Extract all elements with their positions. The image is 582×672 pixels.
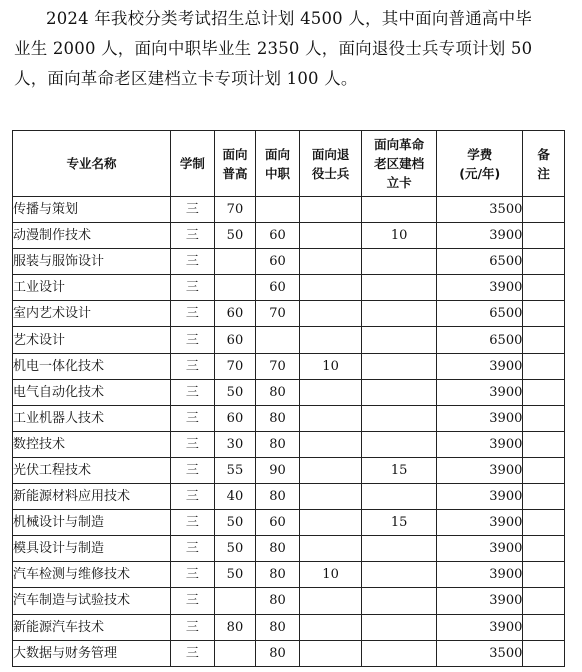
veteran-quota-cell bbox=[299, 457, 361, 483]
poverty-area-quota-cell bbox=[362, 562, 437, 588]
length-cell: 三 bbox=[171, 249, 215, 275]
general-quota-cell: 30 bbox=[214, 431, 256, 457]
vocational-quota-cell: 60 bbox=[256, 510, 300, 536]
general-quota-cell: 60 bbox=[214, 327, 256, 353]
table-body bbox=[13, 197, 565, 667]
fee-cell: 3900 bbox=[437, 379, 523, 405]
note-cell bbox=[523, 484, 565, 510]
major-name-cell: 机械设计与制造 bbox=[13, 510, 171, 536]
vocational-quota-cell: 80 bbox=[256, 484, 300, 510]
poverty-area-quota-cell bbox=[362, 379, 437, 405]
major-name-cell: 新能源汽车技术 bbox=[13, 614, 171, 640]
major-name-cell: 工业设计 bbox=[13, 275, 171, 301]
note-cell bbox=[523, 301, 565, 327]
major-name-cell: 大数据与财务管理 bbox=[13, 640, 171, 666]
general-quota-cell: 80 bbox=[214, 614, 256, 640]
note-cell bbox=[523, 249, 565, 275]
header-note: 备 注 bbox=[523, 131, 565, 197]
note-cell bbox=[523, 379, 565, 405]
major-name-cell: 光伏工程技术 bbox=[13, 457, 171, 483]
veteran-quota-cell bbox=[299, 405, 361, 431]
fee-cell: 3900 bbox=[437, 275, 523, 301]
header-veteran: 面向退 役士兵 bbox=[299, 131, 361, 197]
poverty-area-quota-cell bbox=[362, 327, 437, 353]
general-quota-cell: 50 bbox=[214, 562, 256, 588]
veteran-quota-cell bbox=[299, 223, 361, 249]
intro-line: 人，面向革命老区建档立卡专项计划 100 人。 bbox=[14, 69, 358, 88]
veteran-quota-cell bbox=[299, 614, 361, 640]
fee-cell: 3500 bbox=[437, 197, 523, 223]
note-cell bbox=[523, 197, 565, 223]
poverty-area-quota-cell: 15 bbox=[362, 457, 437, 483]
poverty-area-quota-cell bbox=[362, 275, 437, 301]
veteran-quota-cell bbox=[299, 536, 361, 562]
note-cell bbox=[523, 353, 565, 379]
major-name-cell: 室内艺术设计 bbox=[13, 301, 171, 327]
major-name-cell: 艺术设计 bbox=[13, 327, 171, 353]
veteran-quota-cell bbox=[299, 588, 361, 614]
major-name-cell: 传播与策划 bbox=[13, 197, 171, 223]
header-major-name: 专业名称 bbox=[13, 131, 171, 197]
table-row bbox=[13, 223, 565, 249]
poverty-area-quota-cell bbox=[362, 197, 437, 223]
vocational-quota-cell: 80 bbox=[256, 614, 300, 640]
header-general: 面向 普高 bbox=[214, 131, 256, 197]
note-cell bbox=[523, 275, 565, 301]
header-poverty-area: 面向革命 老区建档 立卡 bbox=[362, 131, 437, 197]
note-cell bbox=[523, 327, 565, 353]
veteran-quota-cell bbox=[299, 640, 361, 666]
veteran-quota-cell bbox=[299, 249, 361, 275]
poverty-area-quota-cell bbox=[362, 431, 437, 457]
header-fee: 学费 (元/年) bbox=[437, 131, 523, 197]
length-cell: 三 bbox=[171, 405, 215, 431]
fee-cell: 3500 bbox=[437, 640, 523, 666]
major-name-cell: 新能源材料应用技术 bbox=[13, 484, 171, 510]
header-vocational: 面向 中职 bbox=[256, 131, 300, 197]
note-cell bbox=[523, 640, 565, 666]
general-quota-cell: 40 bbox=[214, 484, 256, 510]
table-row bbox=[13, 405, 565, 431]
veteran-quota-cell bbox=[299, 510, 361, 536]
poverty-area-quota-cell bbox=[362, 405, 437, 431]
table-row bbox=[13, 614, 565, 640]
poverty-area-quota-cell: 10 bbox=[362, 223, 437, 249]
vocational-quota-cell: 80 bbox=[256, 405, 300, 431]
note-cell bbox=[523, 457, 565, 483]
general-quota-cell: 70 bbox=[214, 353, 256, 379]
intro-line: 业生 2000 人，面向中职毕业生 2350 人，面向退役士兵专项计划 50 bbox=[14, 39, 533, 58]
veteran-quota-cell bbox=[299, 431, 361, 457]
length-cell: 三 bbox=[171, 223, 215, 249]
fee-cell: 6500 bbox=[437, 301, 523, 327]
vocational-quota-cell: 60 bbox=[256, 223, 300, 249]
length-cell: 三 bbox=[171, 614, 215, 640]
length-cell: 三 bbox=[171, 327, 215, 353]
table-row bbox=[13, 588, 565, 614]
fee-cell: 3900 bbox=[437, 588, 523, 614]
major-name-cell: 服装与服饰设计 bbox=[13, 249, 171, 275]
table-row bbox=[13, 640, 565, 666]
length-cell: 三 bbox=[171, 275, 215, 301]
length-cell: 三 bbox=[171, 353, 215, 379]
note-cell bbox=[523, 223, 565, 249]
length-cell: 三 bbox=[171, 536, 215, 562]
veteran-quota-cell: 10 bbox=[299, 353, 361, 379]
general-quota-cell bbox=[214, 249, 256, 275]
vocational-quota-cell bbox=[256, 327, 300, 353]
vocational-quota-cell: 80 bbox=[256, 379, 300, 405]
table-row bbox=[13, 275, 565, 301]
general-quota-cell: 50 bbox=[214, 379, 256, 405]
table-row bbox=[13, 301, 565, 327]
general-quota-cell bbox=[214, 588, 256, 614]
major-name-cell: 汽车制造与试验技术 bbox=[13, 588, 171, 614]
intro-paragraph bbox=[14, 4, 574, 94]
veteran-quota-cell bbox=[299, 327, 361, 353]
veteran-quota-cell bbox=[299, 379, 361, 405]
table-row bbox=[13, 379, 565, 405]
general-quota-cell: 50 bbox=[214, 510, 256, 536]
major-name-cell: 数控技术 bbox=[13, 431, 171, 457]
note-cell bbox=[523, 562, 565, 588]
veteran-quota-cell bbox=[299, 484, 361, 510]
poverty-area-quota-cell bbox=[362, 588, 437, 614]
vocational-quota-cell: 80 bbox=[256, 562, 300, 588]
poverty-area-quota-cell bbox=[362, 640, 437, 666]
length-cell: 三 bbox=[171, 484, 215, 510]
length-cell: 三 bbox=[171, 588, 215, 614]
vocational-quota-cell: 80 bbox=[256, 588, 300, 614]
table-row bbox=[13, 536, 565, 562]
table-row bbox=[13, 484, 565, 510]
note-cell bbox=[523, 536, 565, 562]
intro-line: 2024 年我校分类考试招生总计划 4500 人，其中面向普通高中毕 bbox=[46, 9, 533, 28]
length-cell: 三 bbox=[171, 431, 215, 457]
fee-cell: 3900 bbox=[437, 353, 523, 379]
poverty-area-quota-cell bbox=[362, 301, 437, 327]
table-row bbox=[13, 510, 565, 536]
major-name-cell: 汽车检测与维修技术 bbox=[13, 562, 171, 588]
length-cell: 三 bbox=[171, 510, 215, 536]
enrollment-plan-table bbox=[12, 130, 565, 667]
fee-cell: 3900 bbox=[437, 431, 523, 457]
veteran-quota-cell bbox=[299, 197, 361, 223]
length-cell: 三 bbox=[171, 197, 215, 223]
major-name-cell: 机电一体化技术 bbox=[13, 353, 171, 379]
length-cell: 三 bbox=[171, 457, 215, 483]
length-cell: 三 bbox=[171, 379, 215, 405]
vocational-quota-cell: 90 bbox=[256, 457, 300, 483]
fee-cell: 3900 bbox=[437, 562, 523, 588]
table-row bbox=[13, 457, 565, 483]
note-cell bbox=[523, 431, 565, 457]
poverty-area-quota-cell bbox=[362, 614, 437, 640]
general-quota-cell bbox=[214, 275, 256, 301]
vocational-quota-cell: 80 bbox=[256, 431, 300, 457]
fee-cell: 6500 bbox=[437, 249, 523, 275]
fee-cell: 3900 bbox=[437, 457, 523, 483]
veteran-quota-cell: 10 bbox=[299, 562, 361, 588]
table-header-row bbox=[13, 131, 565, 197]
header-length: 学制 bbox=[171, 131, 215, 197]
table-row bbox=[13, 562, 565, 588]
note-cell bbox=[523, 614, 565, 640]
veteran-quota-cell bbox=[299, 275, 361, 301]
table-row bbox=[13, 431, 565, 457]
major-name-cell: 模具设计与制造 bbox=[13, 536, 171, 562]
note-cell bbox=[523, 510, 565, 536]
general-quota-cell: 50 bbox=[214, 223, 256, 249]
table-row bbox=[13, 197, 565, 223]
fee-cell: 3900 bbox=[437, 223, 523, 249]
vocational-quota-cell: 70 bbox=[256, 353, 300, 379]
major-name-cell: 电气自动化技术 bbox=[13, 379, 171, 405]
length-cell: 三 bbox=[171, 301, 215, 327]
fee-cell: 3900 bbox=[437, 484, 523, 510]
fee-cell: 3900 bbox=[437, 614, 523, 640]
table-row bbox=[13, 353, 565, 379]
vocational-quota-cell: 70 bbox=[256, 301, 300, 327]
poverty-area-quota-cell bbox=[362, 249, 437, 275]
general-quota-cell: 60 bbox=[214, 301, 256, 327]
major-name-cell: 工业机器人技术 bbox=[13, 405, 171, 431]
veteran-quota-cell bbox=[299, 301, 361, 327]
table-row bbox=[13, 249, 565, 275]
vocational-quota-cell: 60 bbox=[256, 275, 300, 301]
general-quota-cell: 50 bbox=[214, 536, 256, 562]
fee-cell: 6500 bbox=[437, 327, 523, 353]
table-row bbox=[13, 327, 565, 353]
general-quota-cell: 70 bbox=[214, 197, 256, 223]
poverty-area-quota-cell bbox=[362, 353, 437, 379]
vocational-quota-cell: 80 bbox=[256, 640, 300, 666]
vocational-quota-cell: 80 bbox=[256, 536, 300, 562]
poverty-area-quota-cell bbox=[362, 484, 437, 510]
fee-cell: 3900 bbox=[437, 405, 523, 431]
general-quota-cell: 55 bbox=[214, 457, 256, 483]
length-cell: 三 bbox=[171, 562, 215, 588]
general-quota-cell bbox=[214, 640, 256, 666]
major-name-cell: 动漫制作技术 bbox=[13, 223, 171, 249]
vocational-quota-cell: 60 bbox=[256, 249, 300, 275]
poverty-area-quota-cell: 15 bbox=[362, 510, 437, 536]
note-cell bbox=[523, 405, 565, 431]
fee-cell: 3900 bbox=[437, 510, 523, 536]
length-cell: 三 bbox=[171, 640, 215, 666]
note-cell bbox=[523, 588, 565, 614]
vocational-quota-cell bbox=[256, 197, 300, 223]
fee-cell: 3900 bbox=[437, 536, 523, 562]
poverty-area-quota-cell bbox=[362, 536, 437, 562]
general-quota-cell: 60 bbox=[214, 405, 256, 431]
